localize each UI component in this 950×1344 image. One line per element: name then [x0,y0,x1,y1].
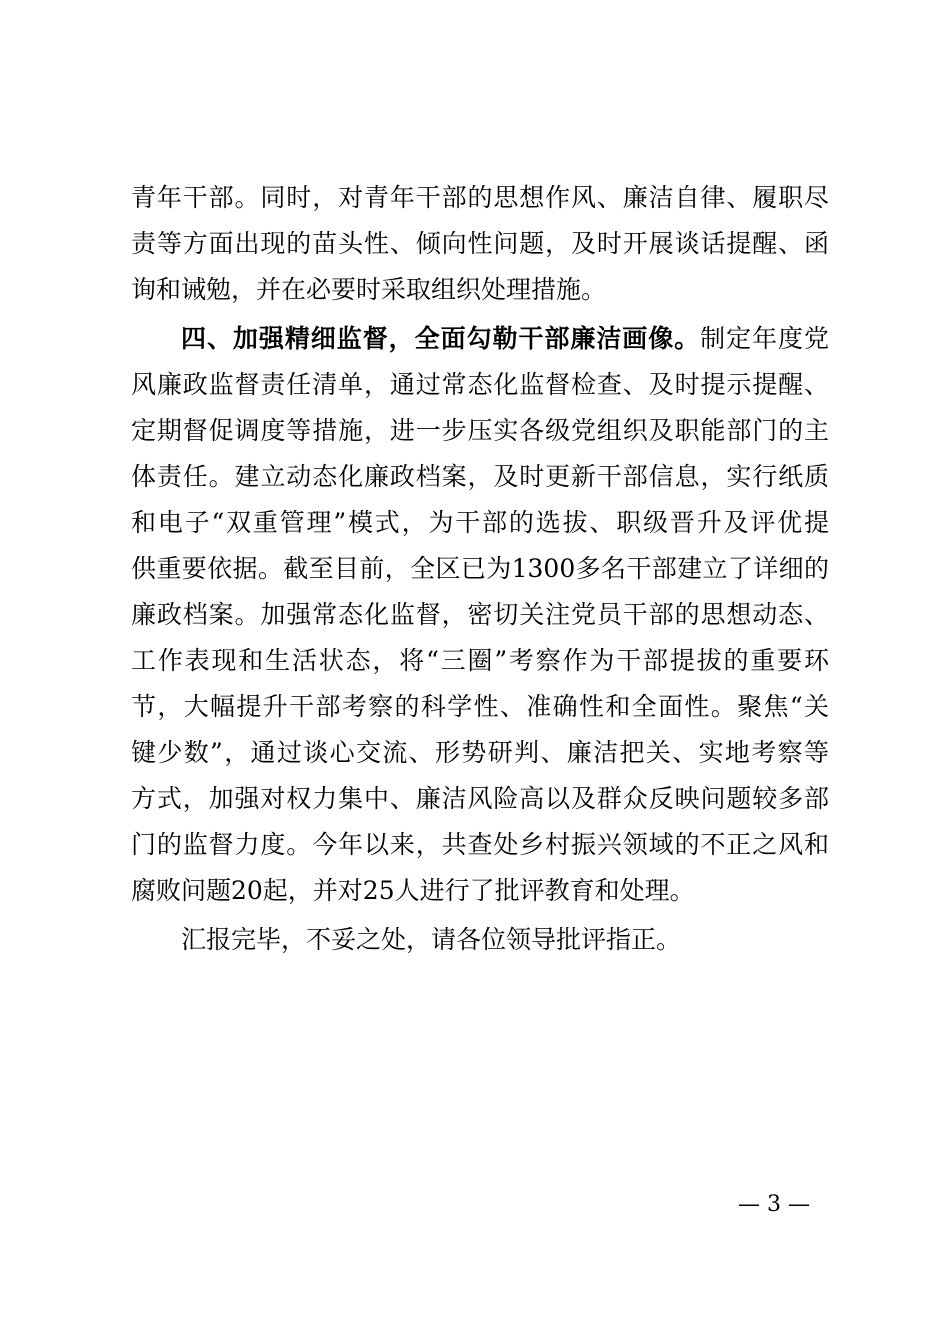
paragraph-line: 供重要依据。截至目前，全区已为1300多名干部建立了详细的 [131,554,829,583]
paragraph-line: 风廉政监督责任清单，通过常态化监督检查、及时提示提醒、 [131,370,829,399]
paragraph-line: 工作表现和生活状态，将“三圈”考察作为干部提拔的重要环 [131,646,829,675]
paragraph-line: 和电子“双重管理”模式，为干部的选拔、职级晋升及评优提 [131,508,829,537]
paragraph-line: 廉政档案。加强常态化监督，密切关注党员干部的思想动态、 [131,600,829,629]
paragraph-line: 键少数”，通过谈心交流、形势研判、廉洁把关、实地考察等 [131,738,829,767]
paragraph-line: 门的监督力度。今年以来，共查处乡村振兴领域的不正之风和 [131,830,829,859]
closing-line: 汇报完毕，不妥之处，请各位领导批评指正。 [181,925,682,954]
section-heading-line [181,316,829,362]
paragraph-line: 方式，加强对权力集中、廉洁风险高以及群众反映问题较多部 [131,784,829,813]
paragraph-line: 体责任。建立动态化廉政档案，及时更新干部信息，实行纸质 [131,462,829,491]
paragraph-line: 定期督促调度等措施，进一步压实各级党组织及职能部门的主 [131,416,829,445]
section-heading: 四、加强精细监督，全面勾勒干部廉洁画像。 [181,324,701,353]
paragraph-line: 节，大幅提升干部考察的科学性、准确性和全面性。聚焦“关 [131,692,829,721]
paragraph-line: 腐败问题20起，并对25人进行了批评教育和处理。 [131,876,695,905]
page-number: — 3 — [738,1192,810,1217]
paragraph-line: 责等方面出现的苗头性、倾向性问题，及时开展谈话提醒、函 [131,229,829,258]
paragraph-line: 询和诫勉，并在必要时采取组织处理措施。 [131,275,607,304]
section-heading-tail: 制定年度党 [700,324,829,353]
paragraph-line: 青年干部。同时，对青年干部的思想作风、廉洁自律、履职尽 [131,183,829,212]
